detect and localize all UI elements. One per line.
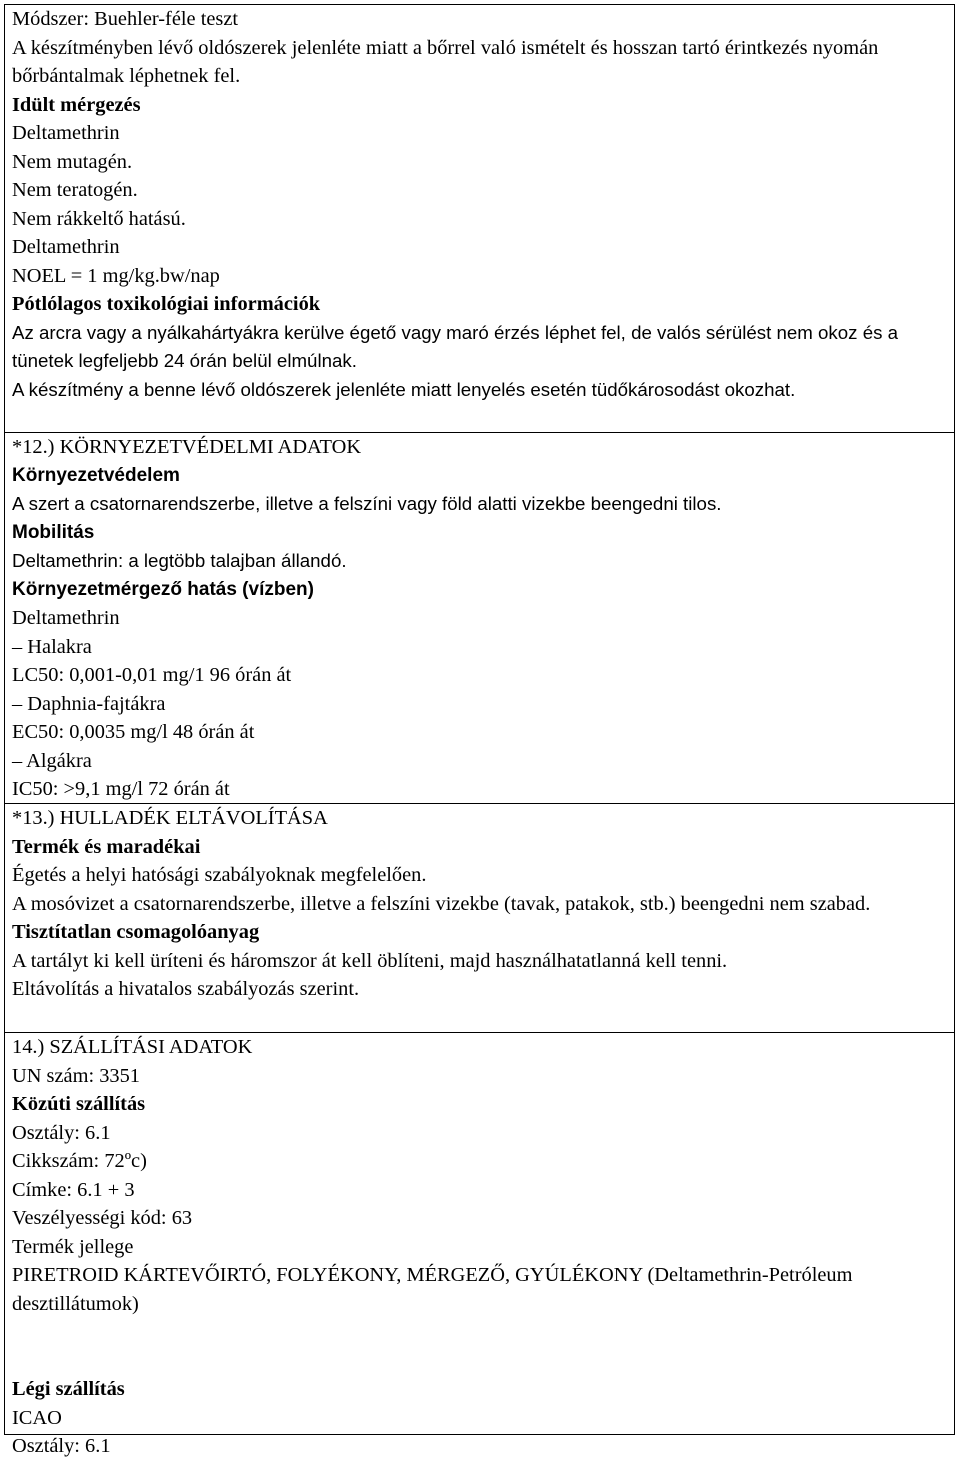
ec50-value: EC50: 0,0035 mg/l 48 órán át: [12, 721, 255, 743]
skin-irritation-text: A készítményben lévő oldószerek jelenléte miatt a bőrrel való ismételt és hosszan tartó érintkezés nyomán bőrbántalmak léphetnek fel.: [12, 36, 879, 87]
air-transport-class: Osztály: 6.1: [12, 1435, 111, 1457]
mobility-heading: Mobilitás: [12, 521, 95, 543]
environment-heading: Környezetvédelem: [12, 464, 180, 486]
road-transport-heading: Közúti szállítás: [12, 1093, 146, 1115]
not-carcinogenic: Nem rákkeltő hatású.: [12, 207, 186, 230]
incineration-text: Égetés a helyi hatósági szabályoknak megfelelően.: [12, 864, 427, 886]
ic50-value: IC50: >9,1 mg/l 72 órán át: [12, 778, 230, 800]
document-page: [4, 4, 955, 1457]
environment-text: A szert a csatornarendszerbe, illetve a felszíni vagy föld alatti vizekbe beengedni tilos.: [12, 493, 722, 514]
agent-name: Deltamethrin: [12, 122, 120, 144]
method-line: Módszer: Buehler-féle teszt: [12, 8, 239, 30]
not-mutagenic: Nem mutagén.: [12, 150, 133, 173]
hazard-code: Veszélyességi kód: 63: [12, 1207, 193, 1229]
icao-label: ICAO: [12, 1406, 62, 1429]
additional-toxicology-text: Az arcra vagy a nyálkahártyákra kerülve égető vagy maró érzés léphet fel, de valós sérülést nem okoz és a tünetek legfeljebb 24 órán belül elmúlnak.: [12, 321, 899, 371]
algae-label: – Algákra: [12, 749, 92, 772]
lung-damage-text: A készítmény a benne lévő oldószerek jelenléte miatt lenyelés esetén tüdőkárosodást okozhat.: [12, 378, 796, 400]
section-title: *12.) KÖRNYEZETVÉDELMI ADATOK: [12, 436, 362, 458]
mobility-text: Deltamethrin: a legtöbb talajban állandó.: [12, 550, 347, 571]
daphnia-label: – Daphnia-fajtákra: [12, 692, 166, 715]
additional-toxicology-heading: Pótlólagos toxikológiai információk: [12, 293, 321, 315]
ecotoxicity-heading: Környezetmérgező hatás (vízben): [12, 578, 314, 600]
product-residue-heading: Termék és maradékai: [12, 835, 201, 858]
label-code: Címke: 6.1 + 3: [12, 1178, 135, 1201]
lc50-value: LC50: 0,001-0,01 mg/1 96 órán át: [12, 664, 292, 686]
section-title: *13.) HULLADÉK ELTÁVOLÍTÁSA: [12, 807, 328, 829]
removal-text: Eltávolítás a hivatalos szabályozás szerint.: [12, 978, 360, 1000]
un-number: UN szám: 3351: [12, 1064, 140, 1087]
agent-name: Deltamethrin: [12, 236, 120, 258]
section-toxicology-continued: [5, 5, 954, 433]
product-nature-heading: Termék jellege: [12, 1235, 134, 1258]
packaging-heading: Tisztítatlan csomagolóanyag: [12, 921, 260, 943]
section-environmental: [5, 433, 954, 804]
not-teratogenic: Nem teratogén.: [12, 179, 138, 201]
transport-class: Osztály: 6.1: [12, 1121, 111, 1144]
chronic-toxicity-heading: Idült mérgezés: [12, 93, 141, 116]
fish-label: – Halakra: [12, 635, 92, 658]
blank-space: [12, 1318, 950, 1375]
agent-name: Deltamethrin: [12, 607, 120, 629]
section-title: 14.) SZÁLLÍTÁSI ADATOK: [12, 1036, 253, 1058]
wash-water-text: A mosóvizet a csatornarendszerbe, illetve a felszíni vizekbe (tavak, patakok, stb.) beengedni nem szabad.: [12, 892, 871, 915]
section-transport: [5, 1033, 954, 1457]
noel-value: NOEL = 1 mg/kg.bw/nap: [12, 264, 220, 287]
product-nature-text: PIRETROID KÁRTEVŐIRTÓ, FOLYÉKONY, MÉRGEZŐ, GYÚLÉKONY (Deltamethrin-Petróleum desztillátumok): [12, 1264, 853, 1315]
section-waste-disposal: [5, 804, 954, 1033]
item-number: Cikkszám: 72ºc): [12, 1150, 147, 1172]
air-transport-heading: Légi szállítás: [12, 1378, 125, 1400]
packaging-text: A tartályt ki kell üríteni és háromszor át kell öblíteni, majd használhatatlanná kell tenni.: [12, 949, 728, 972]
